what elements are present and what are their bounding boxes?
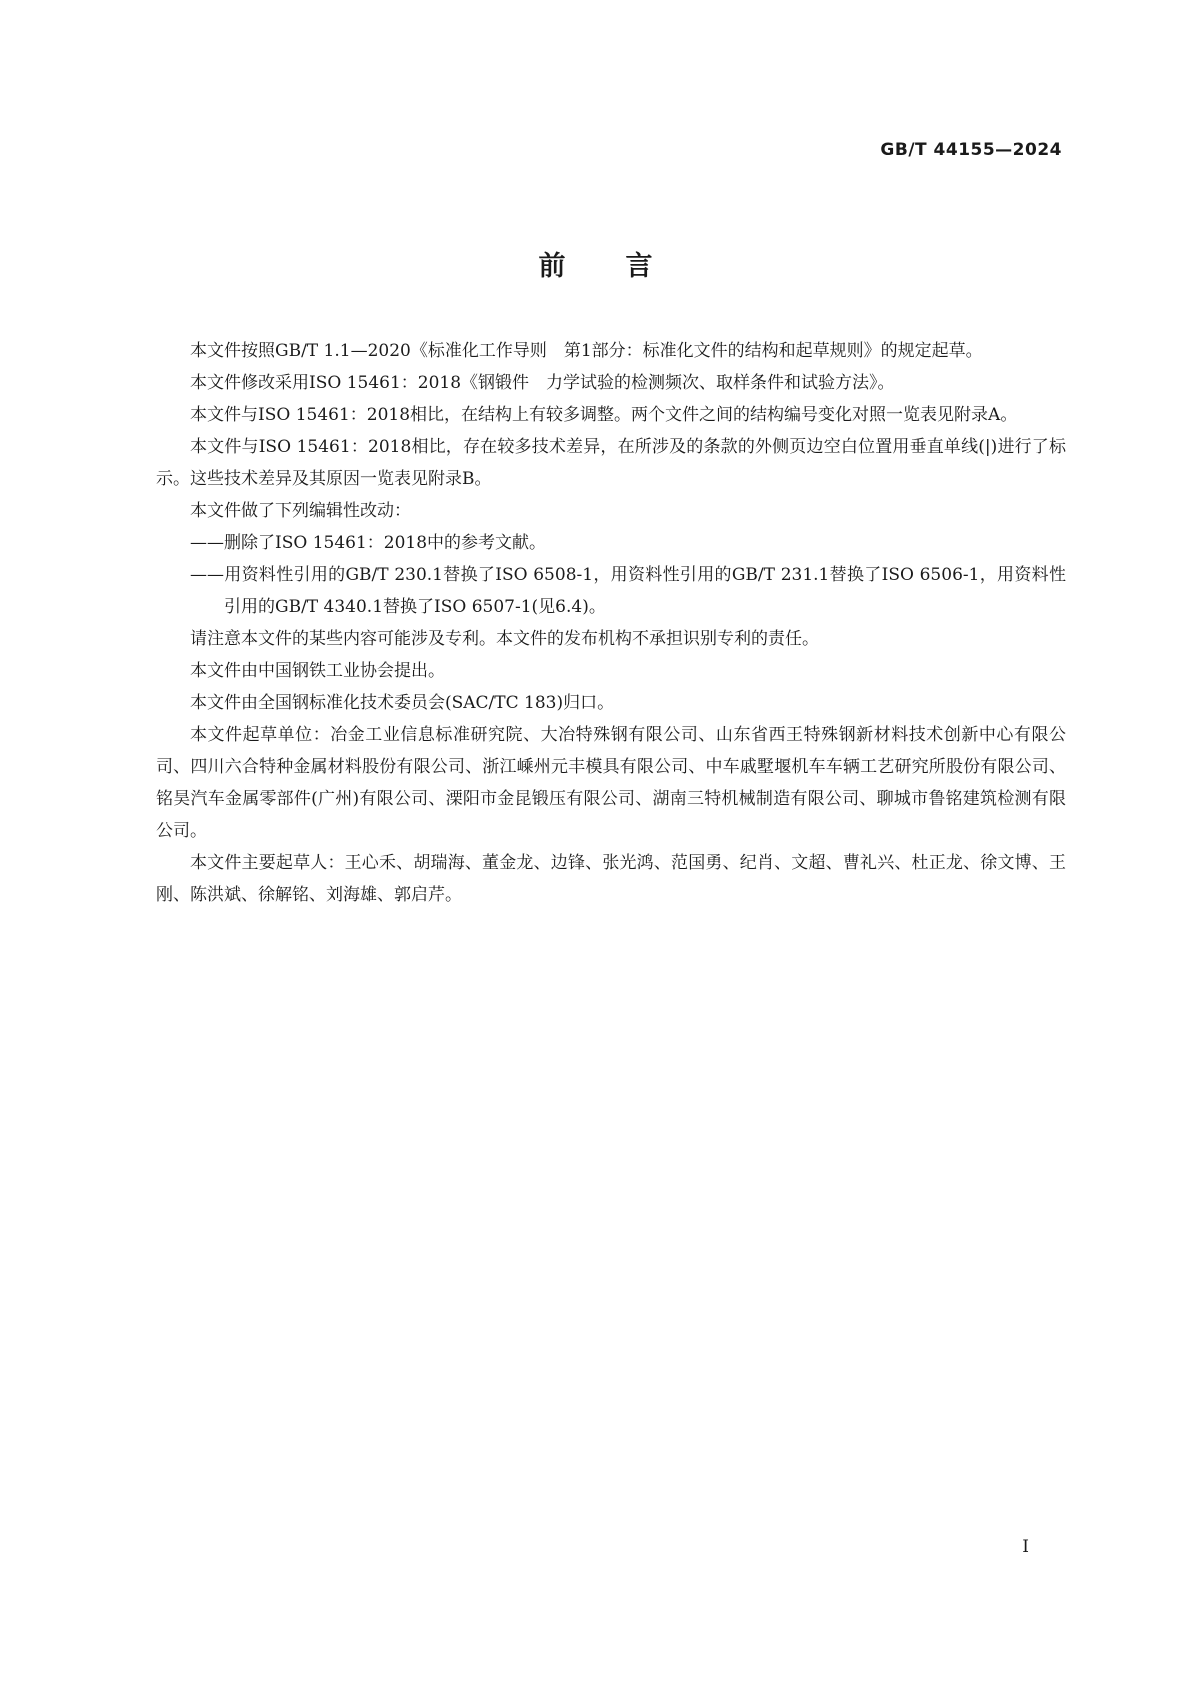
list-item: ——用资料性引用的GB/T 230.1替换了ISO 6508-1，用资料性引用的GB/T 231.1替换了ISO 6506-1，用资料性引用的GB/T 4340.1替换了ISO 6507-1(见6.4)。 (190, 565, 1066, 617)
page-title: 前言 (538, 251, 713, 282)
paragraph-editorial-changes: 本文件做了下列编辑性改动： (190, 501, 411, 521)
list-item: ——删除了ISO 15461：2018中的参考文献。 (190, 533, 547, 553)
paragraph-structure-changes: 本文件与ISO 15461：2018相比，在结构上有较多调整。两个文件之间的结构编号变化对照一览表见附录A。 (190, 405, 1018, 425)
foreword-body (156, 335, 1066, 911)
paragraph-drafting-rules: 本文件按照GB/T 1.1—2020《标准化工作导则 第1部分：标准化文件的结构和起草规则》的规定起草。 (190, 341, 983, 361)
paragraph-technical-differences: 本文件与ISO 15461：2018相比，存在较多技术差异，在所涉及的条款的外侧页边空白位置用垂直单线(|)进行了标示。这些技术差异及其原因一览表见附录B。 (156, 437, 1066, 489)
paragraph-committee: 本文件由全国钢标准化技术委员会(SAC/TC 183)归口。 (190, 693, 615, 713)
paragraph-drafting-units: 本文件起草单位：冶金工业信息标准研究院、大冶特殊钢有限公司、山东省西王特殊钢新材料技术创新中心有限公司、四川六合特种金属材料股份有限公司、浙江嵊州元丰模具有限公司、中车戚墅堰机车车辆工艺研究所股份有限公司、铭昊汽车金属零部件(广州)有限公司、溧阳市金昆锻压有限公司、湖南三特机械制造有限公司、聊城市鲁铭建筑检测有限公司。 (156, 725, 1066, 841)
paragraph-adoption: 本文件修改采用ISO 15461：2018《钢锻件 力学试验的检测频次、取样条件和试验方法》。 (190, 373, 895, 393)
paragraph-proposer: 本文件由中国钢铁工业协会提出。 (190, 661, 445, 681)
paragraph-patent-notice: 请注意本文件的某些内容可能涉及专利。本文件的发布机构不承担识别专利的责任。 (190, 629, 819, 649)
paragraph-drafters: 本文件主要起草人：王心禾、胡瑞海、董金龙、边锋、张光鸿、范国勇、纪肖、文超、曹礼兴、杜正龙、徐文博、王刚、陈洪斌、徐解铭、刘海雄、郭启芹。 (156, 853, 1066, 905)
page-number: I (1022, 1537, 1029, 1557)
document-code: GB/T 44155—2024 (880, 140, 1062, 160)
